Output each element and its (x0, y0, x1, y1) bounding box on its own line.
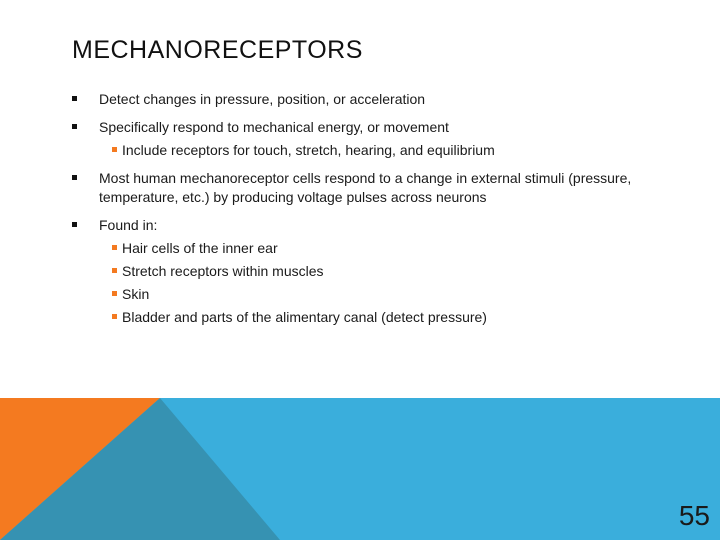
decorative-footer-band (0, 398, 720, 540)
orange-square-bullet-icon (112, 291, 117, 296)
sub-bullet-item (99, 285, 652, 304)
square-bullet-icon (72, 175, 77, 180)
bullet-item (72, 90, 652, 109)
square-bullet-icon (72, 222, 77, 227)
bullet-list (72, 90, 652, 336)
sub-bullet-list (99, 141, 652, 160)
bullet-text: Most human mechanoreceptor cells respond to a change in external stimuli (pressure, temperature, etc.) by producing voltage pulses across neurons (99, 170, 632, 205)
sub-bullet-list (99, 239, 652, 327)
sub-bullet-text: Stretch receptors within muscles (122, 263, 324, 279)
bullet-item (72, 169, 652, 207)
orange-square-bullet-icon (112, 245, 117, 250)
sub-bullet-text: Hair cells of the inner ear (122, 240, 278, 256)
slide-title: MECHANORECEPTORS (72, 36, 363, 64)
sub-bullet-item (99, 141, 652, 160)
orange-square-bullet-icon (112, 314, 117, 319)
page-number: 55 (678, 500, 710, 531)
bullet-item (72, 216, 652, 327)
square-bullet-icon (72, 96, 77, 101)
sub-bullet-item (99, 262, 652, 281)
bullet-text: Found in: (99, 217, 158, 233)
square-bullet-icon (72, 124, 77, 129)
sub-bullet-text: Skin (122, 286, 150, 302)
bullet-text: Specifically respond to mechanical energy, or movement (99, 119, 449, 135)
bullet-text: Detect changes in pressure, position, or acceleration (99, 91, 426, 107)
orange-square-bullet-icon (112, 147, 117, 152)
orange-square-bullet-icon (112, 268, 117, 273)
sub-bullet-item (99, 239, 652, 258)
sub-bullet-text: Bladder and parts of the alimentary canal (detect pressure) (122, 309, 487, 325)
sub-bullet-item (99, 308, 652, 327)
sub-bullet-text: Include receptors for touch, stretch, hearing, and equilibrium (122, 142, 495, 158)
bullet-item (72, 118, 652, 160)
